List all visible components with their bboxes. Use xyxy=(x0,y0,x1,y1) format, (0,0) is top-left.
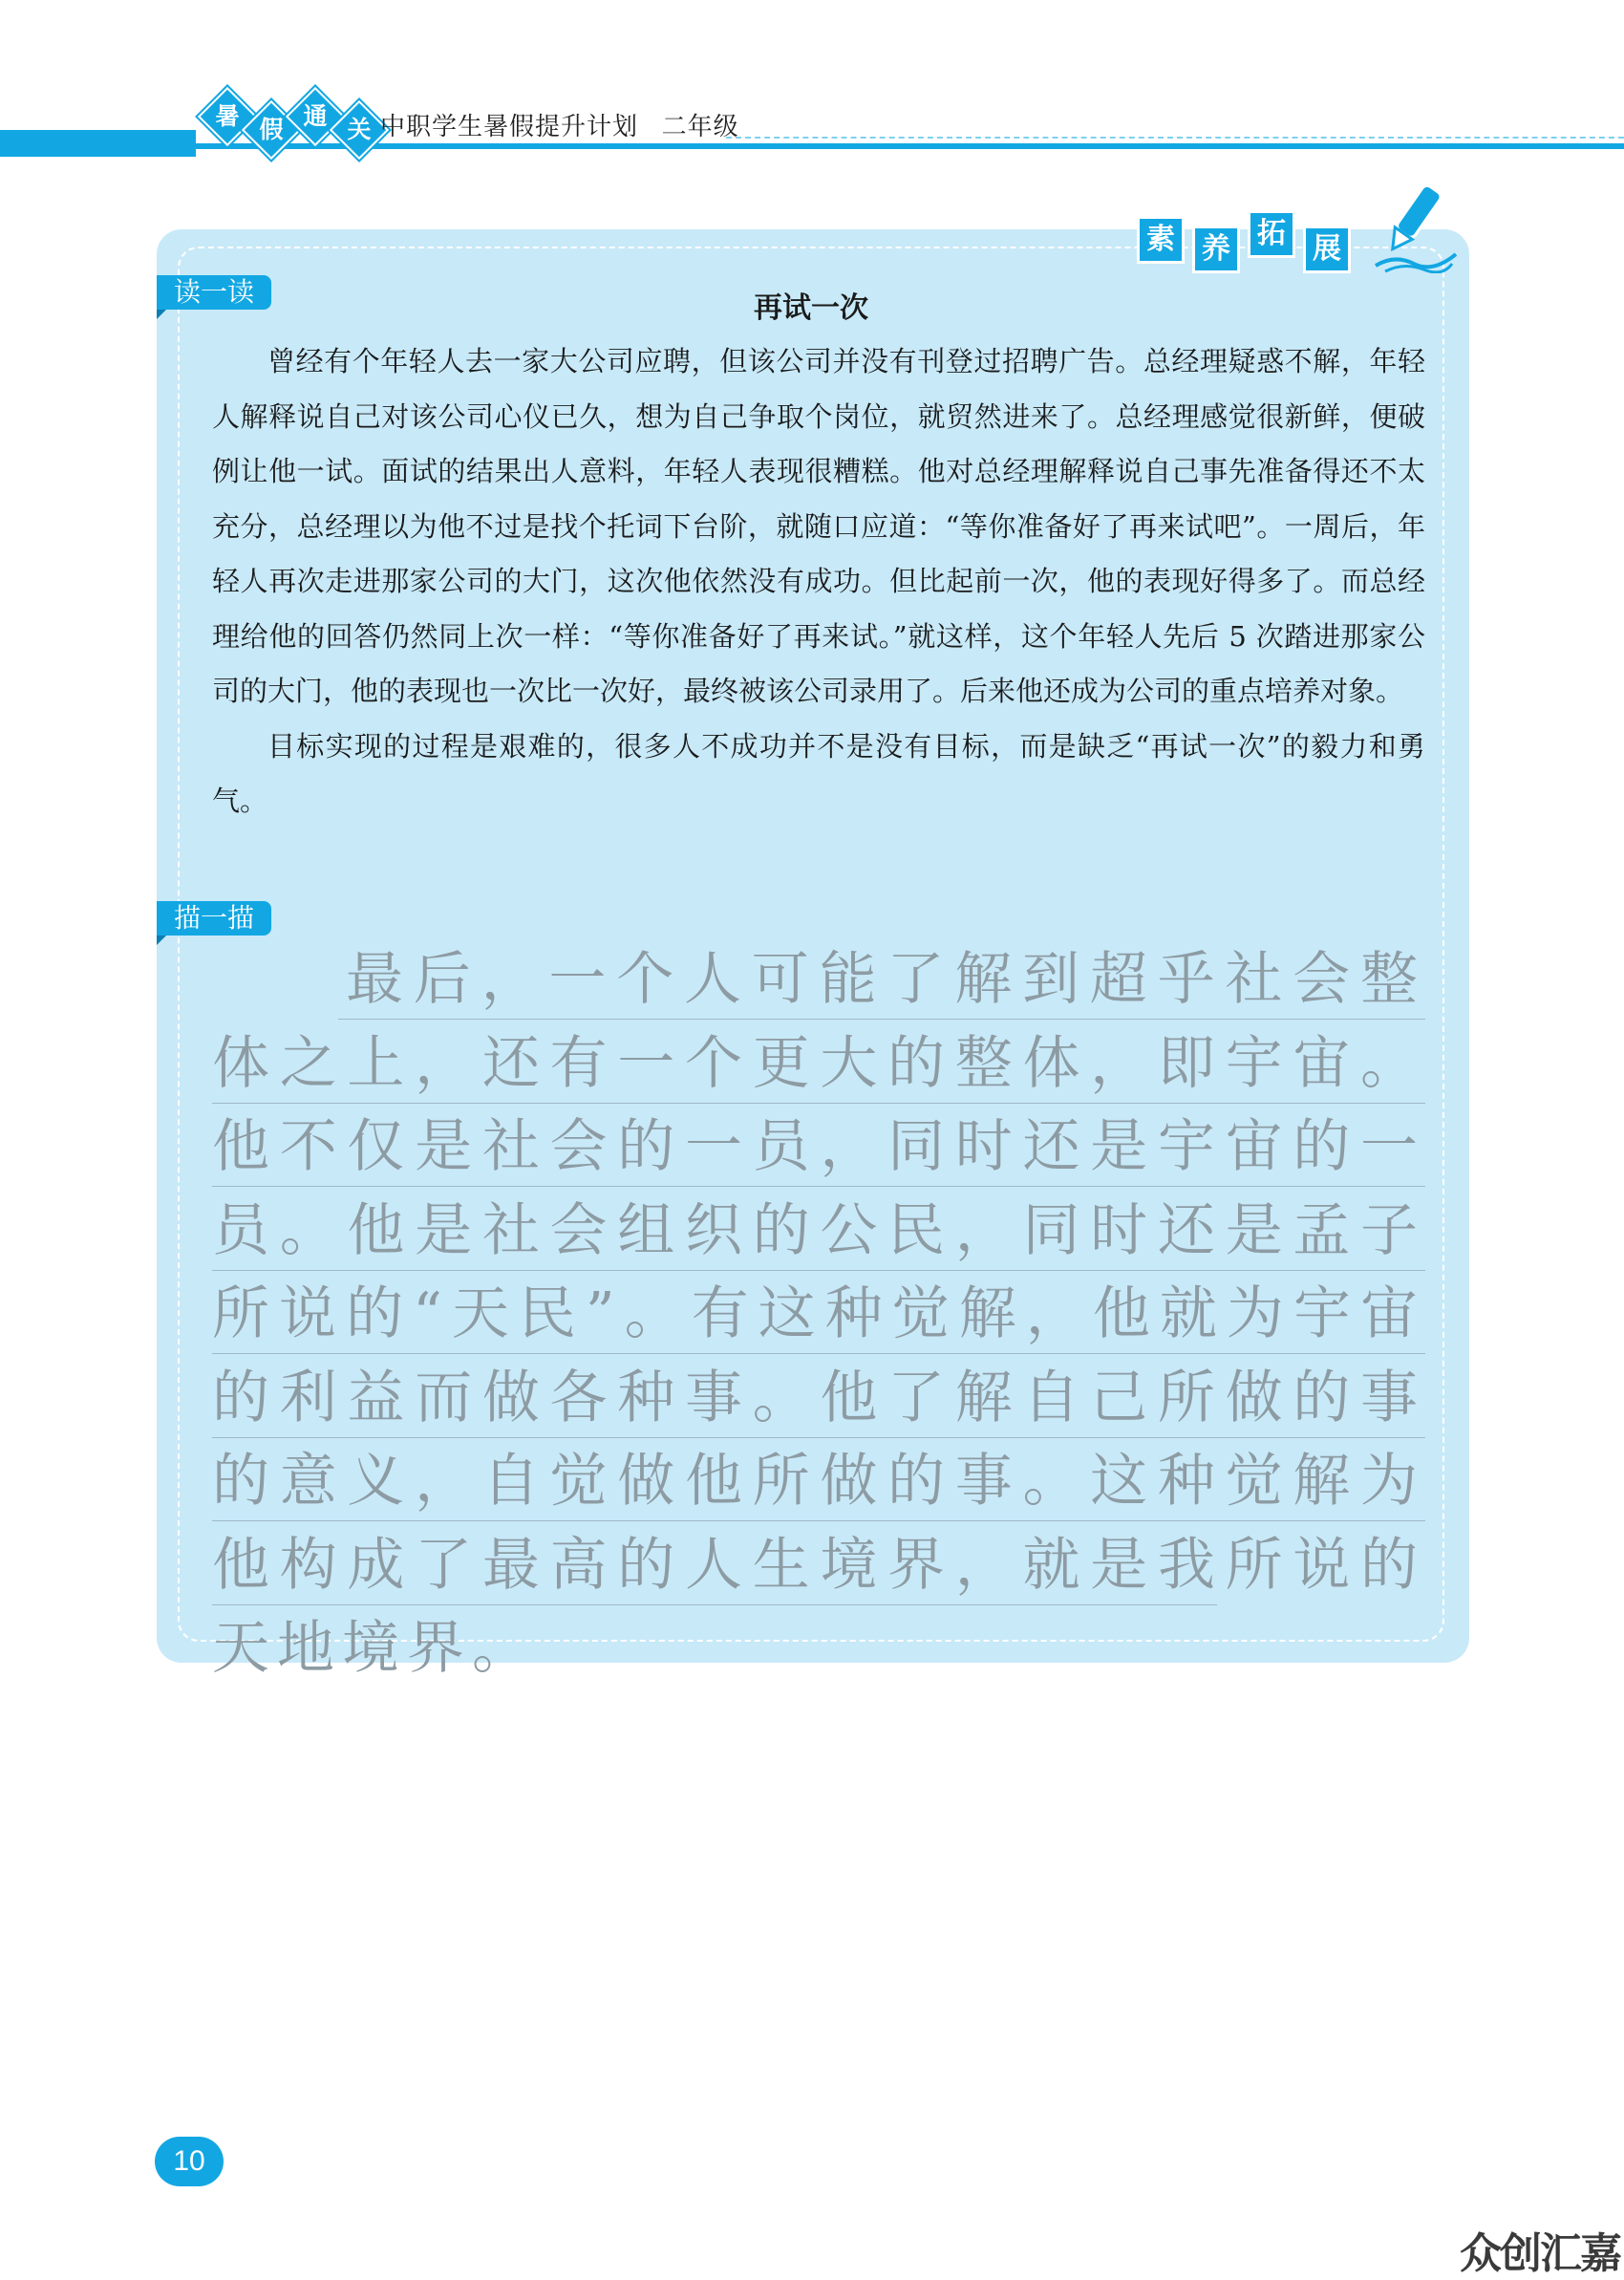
article-paragraph: 目标实现的过程是艰难的，很多人不成功并不是没有目标，而是缺乏“再试一次”的毅力和勇气。 xyxy=(212,729,1425,817)
corner-title-tile: 养 xyxy=(1192,226,1240,273)
series-logo xyxy=(201,94,373,151)
section-label-read: 读一读 xyxy=(157,275,271,310)
page-number: 10 xyxy=(155,2137,224,2186)
pen-icon xyxy=(1357,178,1462,273)
tracing-paragraph: 最后，一个人可能了解到超乎社会整体之上，还有一个更大的整体，即宇宙。他不仅是社会的一员，同时还是宇宙的一员。他是社会组织的公民，同时还是孟子所说的“天民”。有这种觉解，他就为宇宙的利益而做各种事。他了解自己所做的事的意义，自觉做他所做的事。这种觉解为他构成了最高的人生境界，就是我所说的天地境界。 xyxy=(212,946,1425,1682)
section-label-trace: 描一描 xyxy=(157,901,271,936)
article-body xyxy=(212,334,1425,829)
corner-title-tile: 素 xyxy=(1137,216,1185,264)
book-title: 中职学生暑假提升计划 二年级 xyxy=(380,112,739,140)
header-dashed-rule xyxy=(726,137,1624,139)
corner-title-tile: 拓 xyxy=(1248,210,1295,258)
series-badge: 暑 xyxy=(198,87,257,146)
article-paragraph: 曾经有个年轻人去一家大公司应聘，但该公司并没有刊登过招聘广告。总经理疑惑不解，年轻人解释说自己对该公司心仪已久，想为自己争取个岗位，就贸然进来了。总经理感觉很新鲜，便破例让他一试。面试的结果出人意料，年轻人表现很糟糕。他对总经理解释说自己事先准备得还不太充分，总经理以为他不过是找个托词下台阶，就随口应道：“等你准备好了再来试吧”。一周后，年轻人再次走进那家公司的大门，这次他依然没有成功。但比起前一次，他的表现好得多了。而总经理给他的回答仍然同上次一样：“等你准备好了再来试。”就这样，这个年轻人先后 5 次踏进那家公司的大门，他的表现也一次比一次好，最终被该公司录用了。后来他还成为公司的重点培养对象。 xyxy=(212,345,1425,707)
corner-title-tile: 展 xyxy=(1303,226,1351,273)
tracing-text xyxy=(212,938,1425,1691)
header-rule xyxy=(191,143,1624,149)
series-badge: 假 xyxy=(242,100,301,160)
header-accent-bar xyxy=(0,130,196,157)
article-title: 再试一次 xyxy=(754,292,868,324)
series-badge: 通 xyxy=(286,87,345,146)
watermark: 众创汇嘉 xyxy=(1460,2229,1620,2278)
series-badge: 关 xyxy=(330,100,389,160)
